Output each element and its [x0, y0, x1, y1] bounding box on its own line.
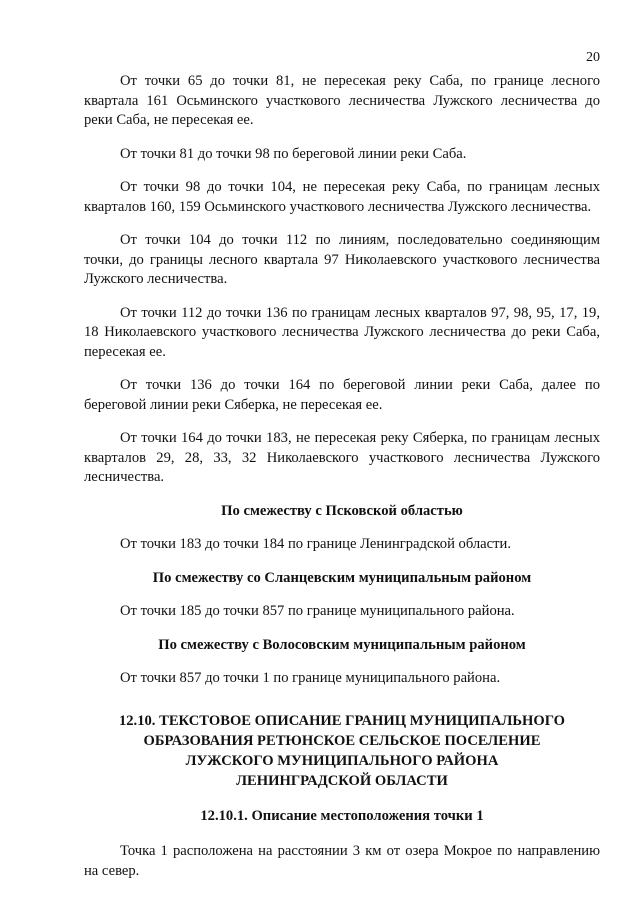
paragraph: От точки 136 до точки 164 по береговой линии реки Саба, далее по береговой линии реки Сяберка, не пересекая ее. [84, 377, 600, 413]
paragraph: От точки 81 до точки 98 по береговой линии реки Саба. [120, 145, 467, 162]
page-number: 20 [586, 50, 600, 65]
pskov-paragraph: От точки 183 до точки 184 по границе Ленинградской области. [120, 536, 511, 552]
slantsy-heading: По смежеству со Сланцевским муниципальным районом [152, 569, 532, 586]
pskov-heading: По смежеству с Псковской областью [221, 502, 463, 519]
paragraph: От точки 112 до точки 136 по границам лесных кварталов 97, 98, 95, 17, 19, 18 Николаевского участкового лесничества Лужского лесничества до реки Саба, пересекая ее. [84, 304, 600, 360]
paragraph: От точки 65 до точки 81, не пересекая реку Саба, по границе лесного квартала 161 Осьминского участкового лесничества Лужского лесничества до реки Саба, не пересекая ее. [84, 73, 600, 128]
document-body [84, 72, 600, 895]
section-title-line: ЛЕНИНГРАДСКОЙ ОБЛАСТИ [236, 772, 448, 789]
section-title-line: ОБРАЗОВАНИЯ РЕТЮНСКОЕ СЕЛЬСКОЕ ПОСЕЛЕНИЕ [143, 732, 541, 749]
section-title-line: 12.10. ТЕКСТОВОЕ ОПИСАНИЕ ГРАНИЦ МУНИЦИПАЛЬНОГО [118, 712, 566, 729]
paragraph: От точки 98 до точки 104, не пересекая реку Саба, по границам лесных кварталов 160, 159 Осьминского участкового лесничества Лужского лесничества. [84, 179, 600, 215]
volosovo-paragraph: От точки 857 до точки 1 по границе муниципального района. [120, 670, 501, 686]
subsection-title: 12.10.1. Описание местоположения точки 1 [200, 807, 484, 824]
slantsy-paragraph: От точки 185 до точки 857 по границе муниципального района. [120, 603, 515, 619]
volosovo-heading: По смежеству с Волосовским муниципальным районом [158, 636, 526, 653]
paragraph: От точки 164 до точки 183, не пересекая реку Сяберка, по границам лесных кварталов 29, 28, 33, 32 Николаевского участкового лесничества Лужского лесничества. [84, 430, 600, 485]
section-title-line: ЛУЖСКОГО МУНИЦИПАЛЬНОГО РАЙОНА [185, 752, 499, 769]
point-1-paragraph: Точка 1 расположена на расстоянии 3 км от озера Мокрое по направлению на север. [84, 843, 600, 879]
section-title [84, 711, 600, 791]
paragraph: От точки 104 до точки 112 по линиям, последовательно соединяющим точки, до границы лесного квартала 97 Николаевского участкового лесничества Лужского лесничества. [84, 232, 600, 287]
